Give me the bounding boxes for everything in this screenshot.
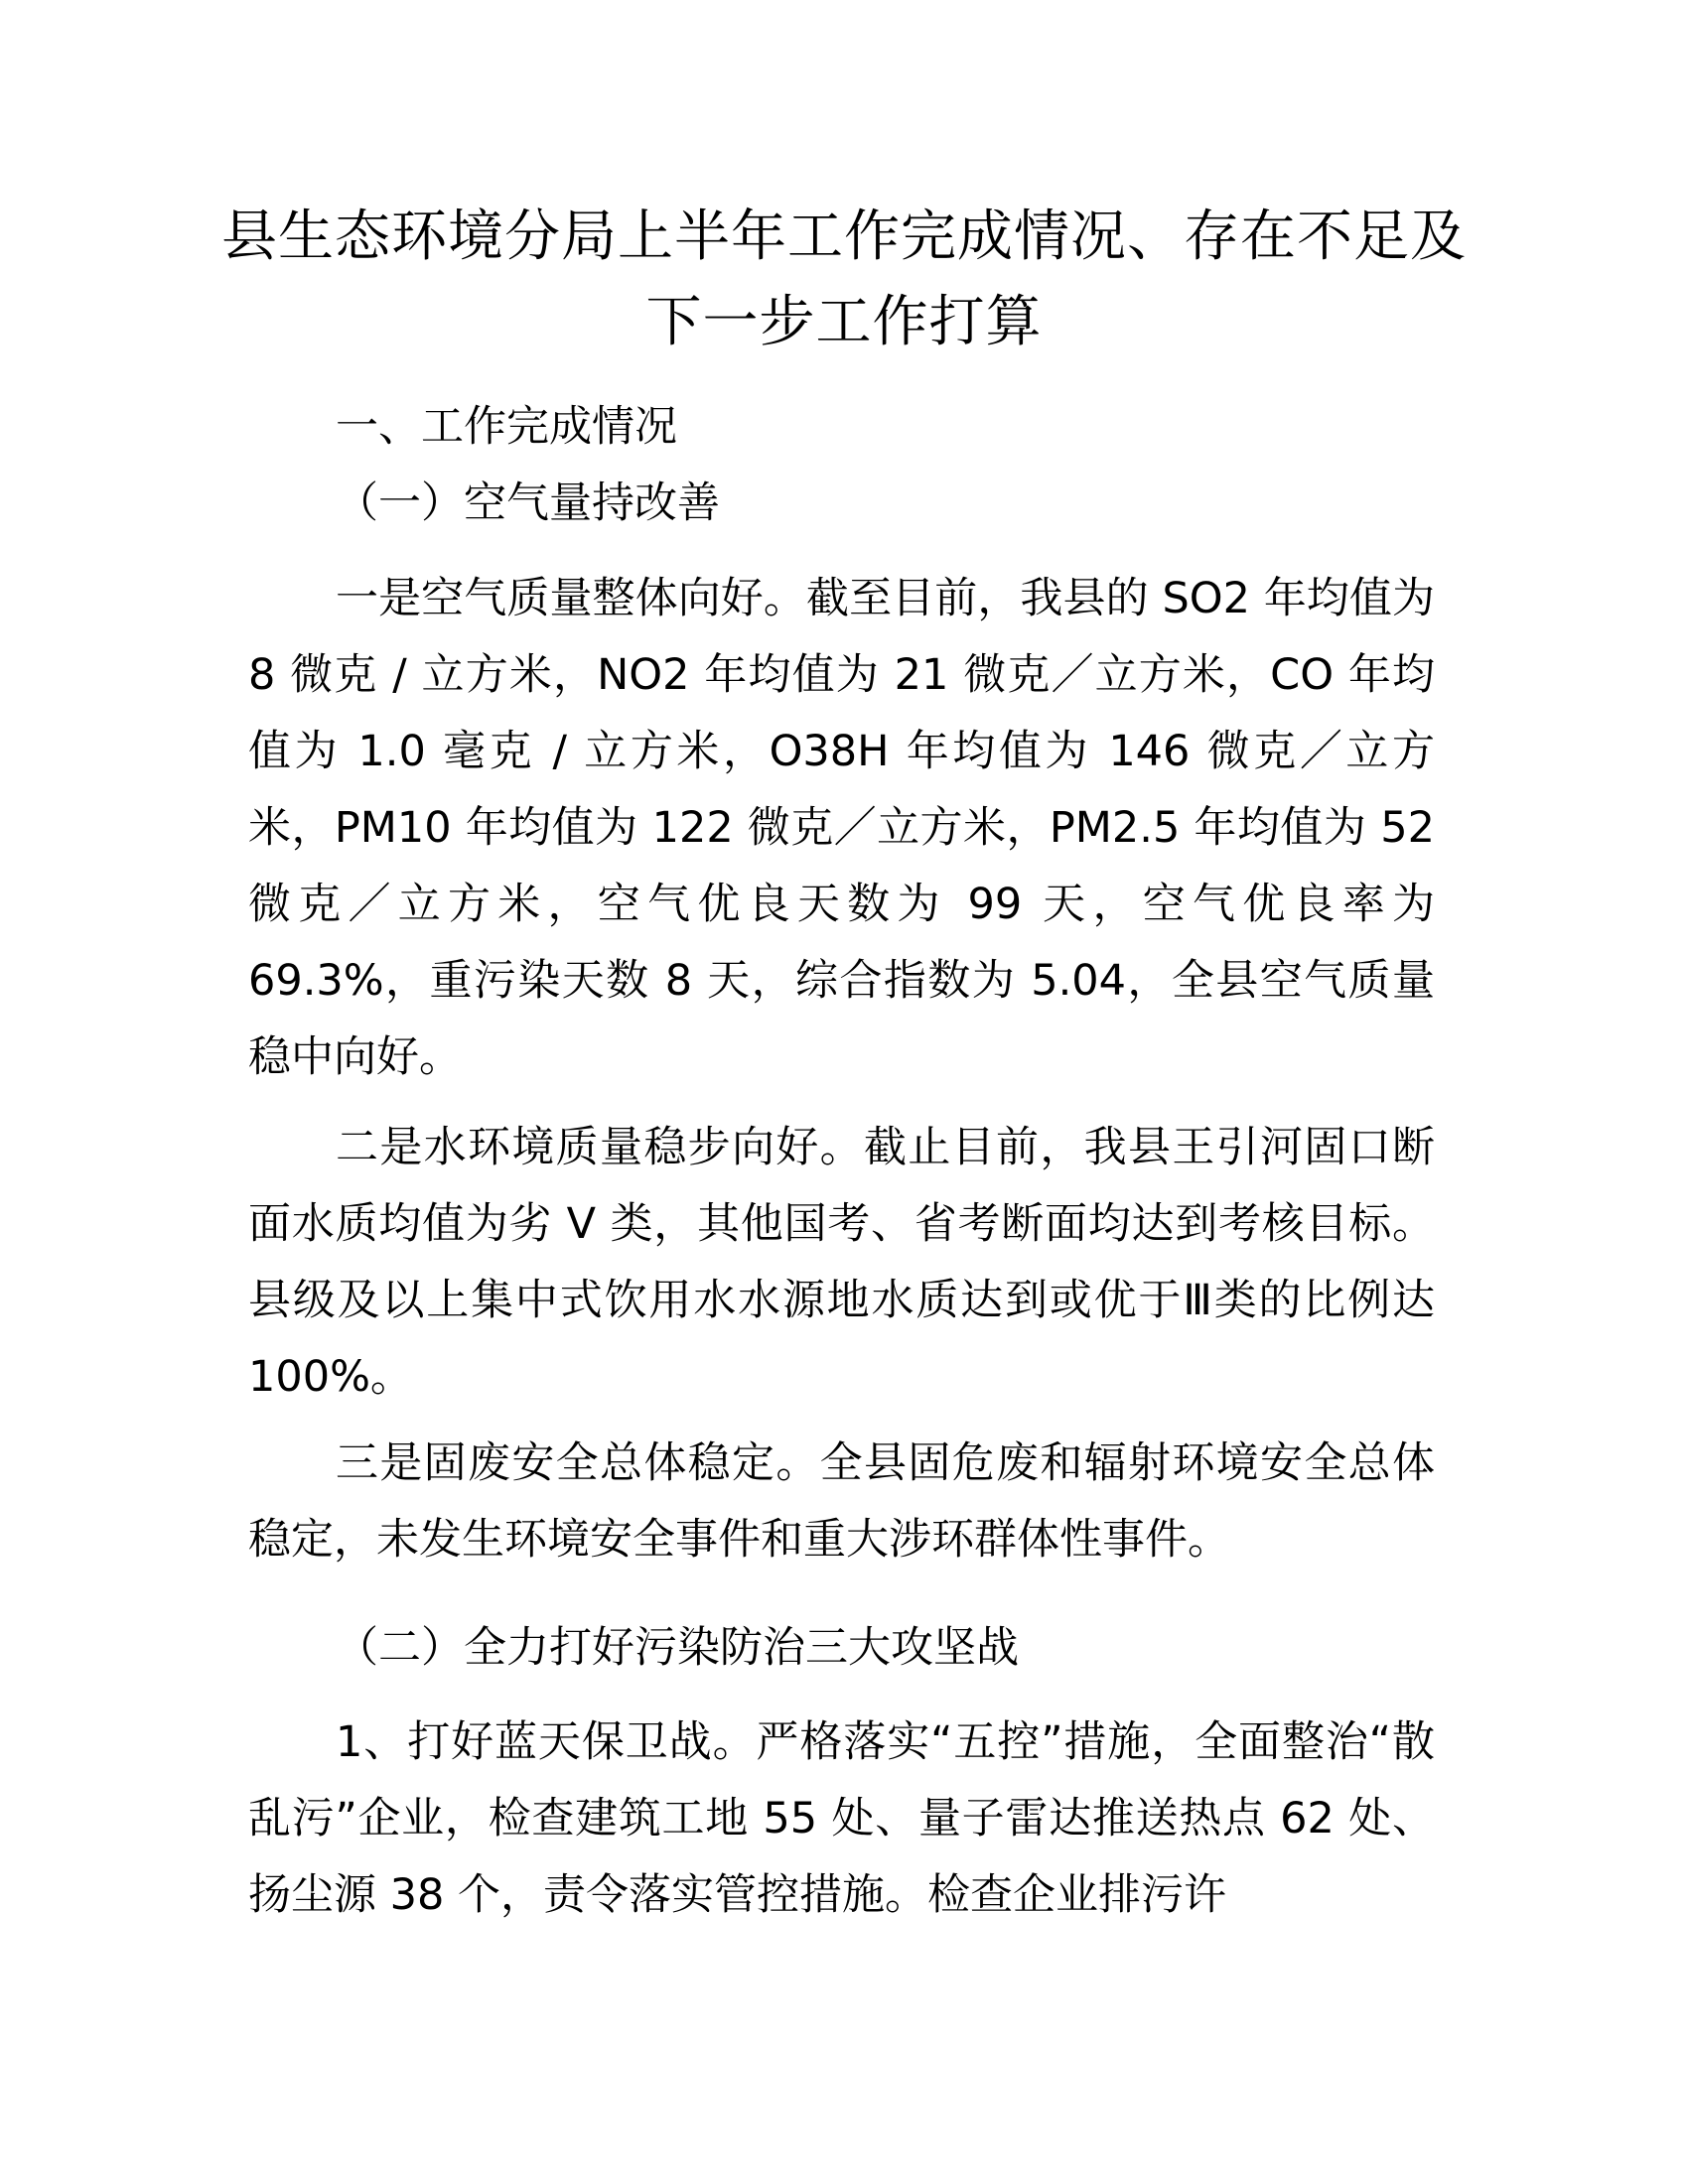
document-title: 县生态环境分局上半年工作完成情况、存在不足及下一步工作打算 bbox=[221, 205, 1467, 354]
paragraph-blue-sky: 1、打好蓝天保卫战。严格落实“五控”措施，全面整治“散乱污”企业，检查建筑工地 55 处、量子雷达推送热点 62 处、扬尘源 38 个，责令落实管控措施。检查企业排污许 bbox=[248, 1717, 1435, 1920]
paragraph-solid-waste: 三是固废安全总体稳定。全县固危废和辐射环境安全总体稳定，未发生环境安全事件和重大涉环群体性事件。 bbox=[248, 1438, 1435, 1565]
paragraph-water-quality: 二是水环境质量稳步向好。截止目前，我县王引河固口断面水质均值为劣 V 类，其他国考、省考断面均达到考核目标。县级及以上集中式饮用水水源地水质达到或优于Ⅲ类的比例达 100%。 bbox=[248, 1123, 1435, 1402]
section-heading-work-completion: 一、工作完成情况 bbox=[336, 402, 677, 452]
subsection-heading-air: （一）空气量持改善 bbox=[336, 478, 720, 528]
subsection-heading-pollution-prevention: （二）全力打好污染防治三大攻坚战 bbox=[336, 1623, 1019, 1673]
paragraph-air-quality: 一是空气质量整体向好。截至目前，我县的 SO2 年均值为 8 微克 / 立方米，NO2 年均值为 21 微克／立方米，CO 年均值为 1.0 毫克 / 立方米，O38H 年均值为 146 微克／立方米，PM10 年均值为 122 微克／立方米，PM2.5 年均值为 52 微克／立方米，空气优良天数为 99 天，空气优良率为 69.3%，重污染天数 8 天，综合指数为 5.04，全县空气质量稳中向好。 bbox=[248, 574, 1435, 1082]
